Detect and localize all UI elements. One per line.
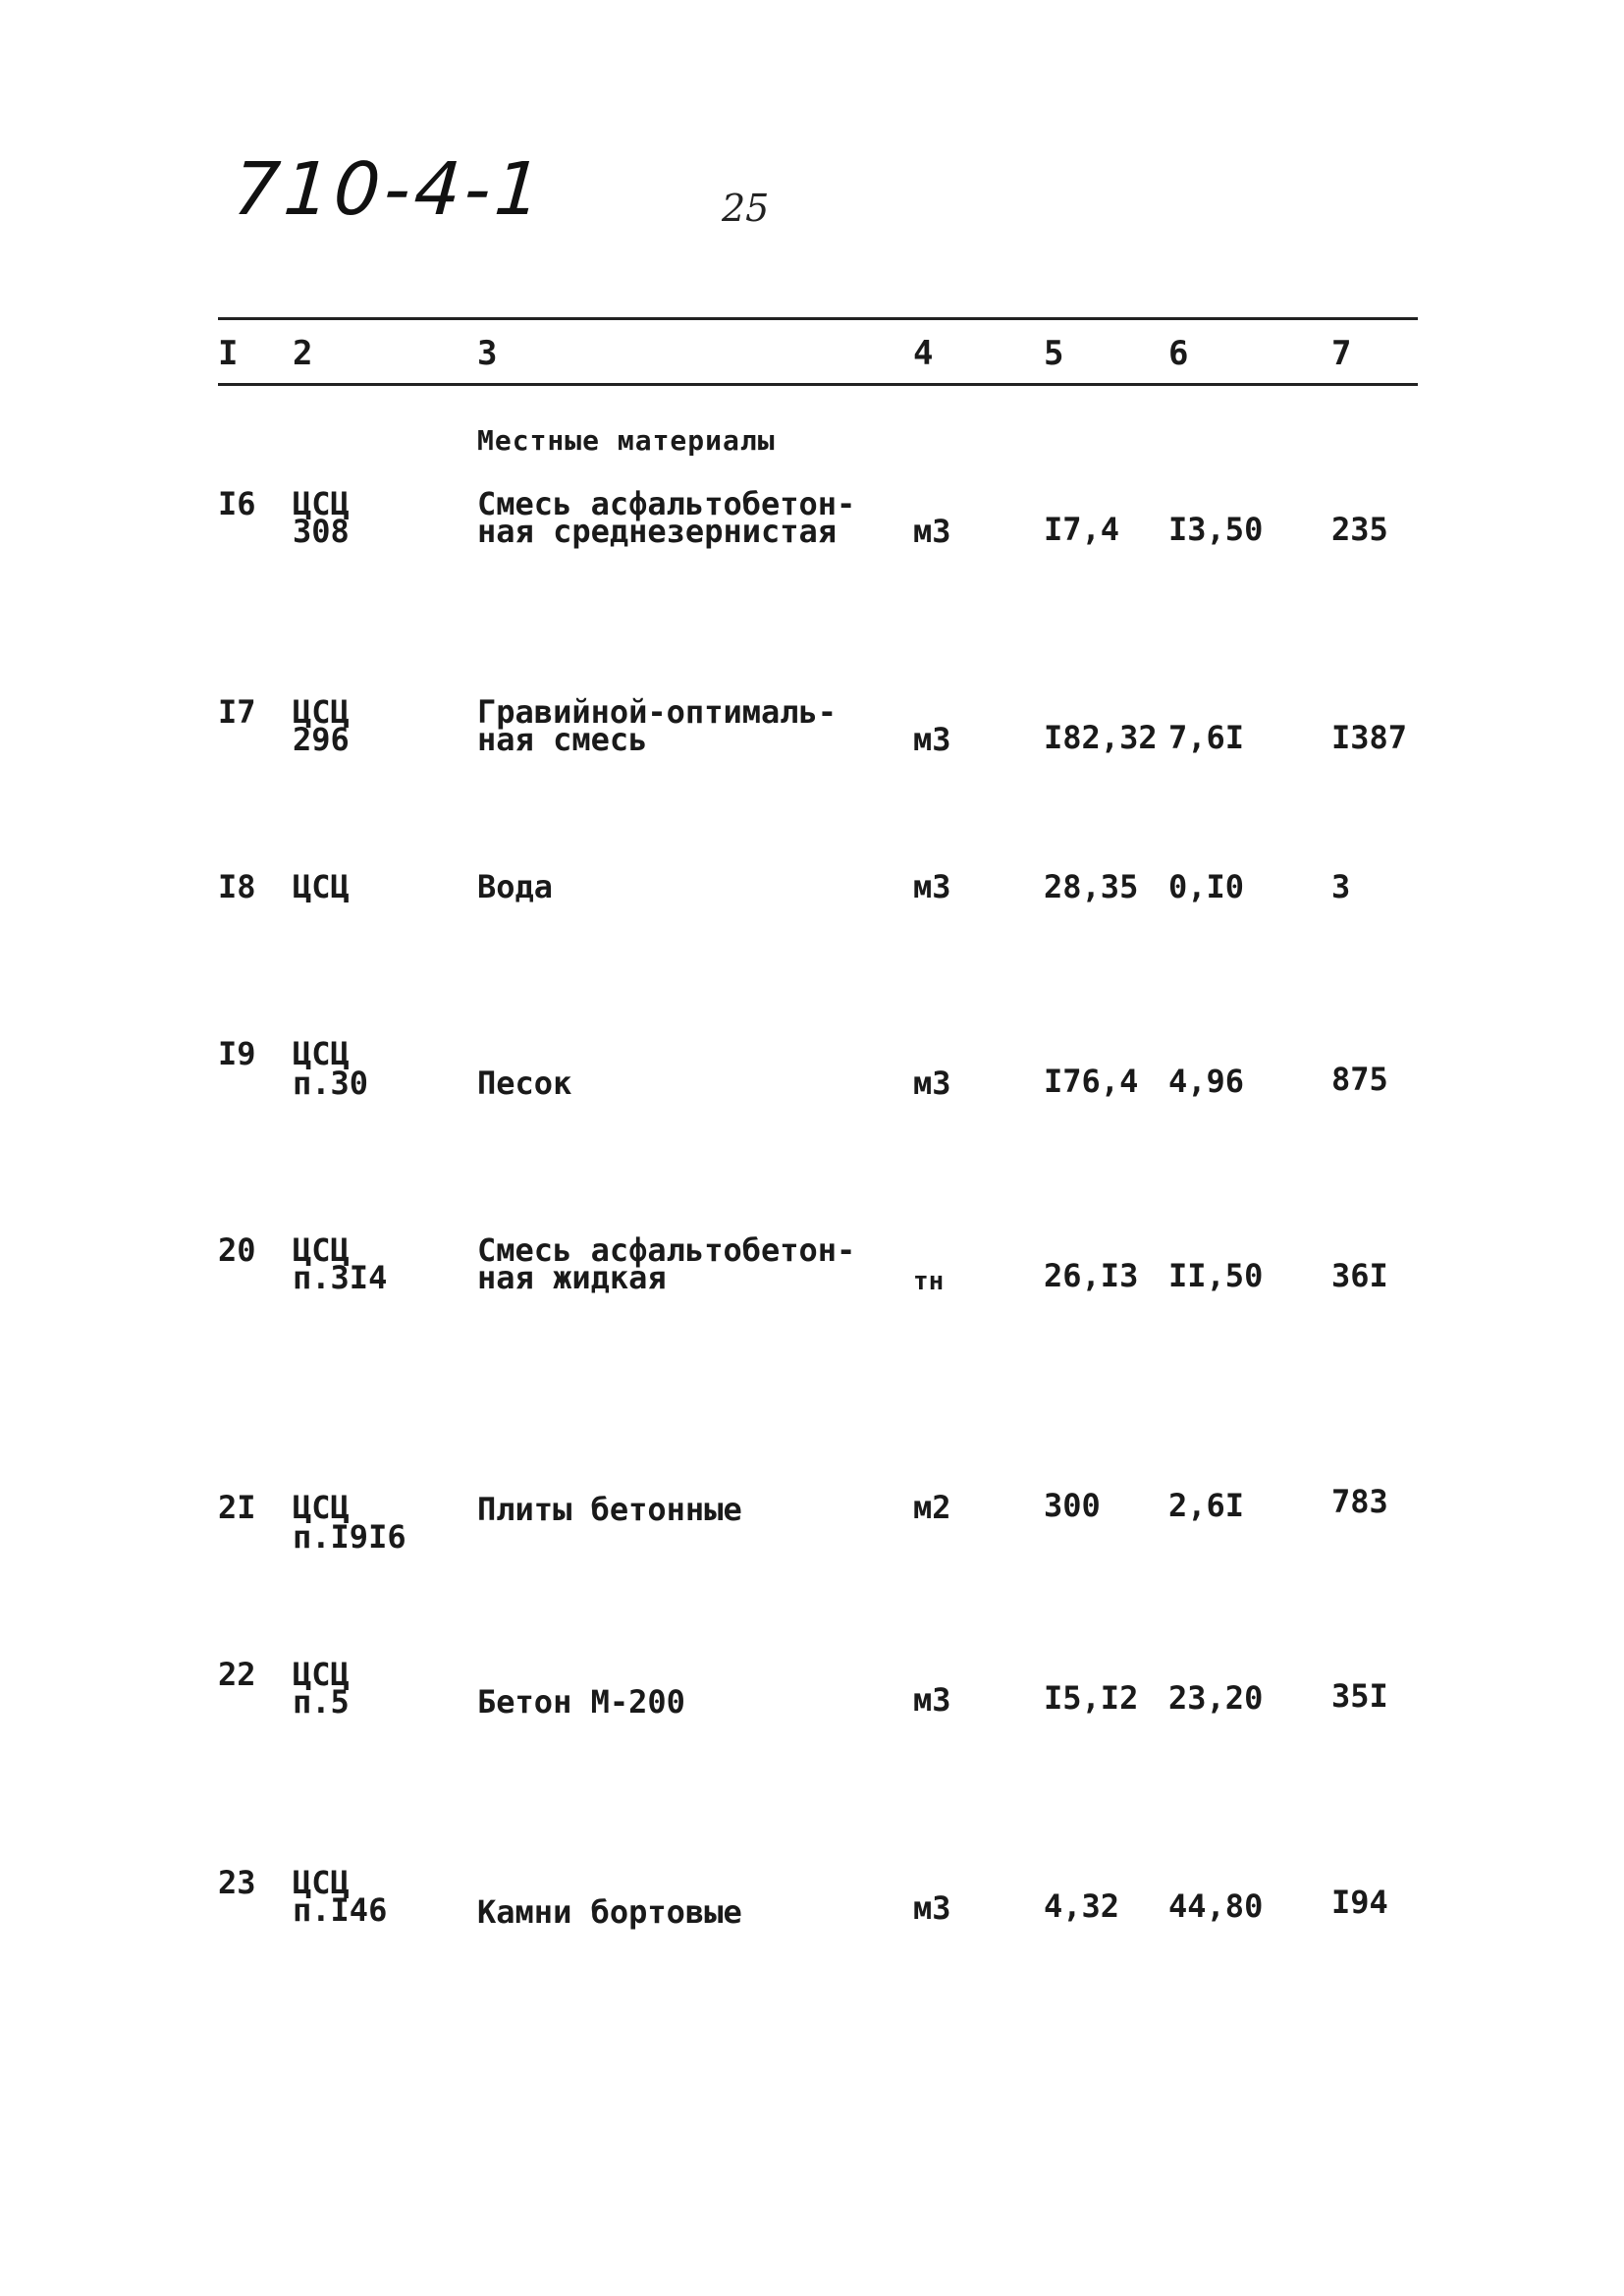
- row-unit: м3: [913, 721, 951, 758]
- page-number: 25: [722, 187, 770, 230]
- row-reference: ЦСЦ: [293, 1489, 350, 1526]
- row-name-line2: ная среднезернистая: [477, 513, 838, 550]
- row-unit: м2: [913, 1489, 951, 1526]
- row-quantity: I76,4: [1044, 1063, 1139, 1100]
- row-total: 875: [1331, 1061, 1388, 1098]
- row-reference: ЦСЦ: [293, 868, 350, 905]
- row-price: 23,20: [1168, 1679, 1264, 1717]
- row-quantity: I7,4: [1044, 511, 1120, 548]
- row-name-line2: Камни бортовые: [477, 1893, 742, 1931]
- row-quantity: 300: [1044, 1487, 1101, 1524]
- row-price: 7,6I: [1168, 719, 1245, 756]
- row-name-line2: Песок: [477, 1065, 572, 1102]
- row-number: I9: [218, 1035, 256, 1072]
- header-col-4: 4: [913, 334, 934, 373]
- row-quantity: I82,32: [1044, 719, 1158, 756]
- row-number: 23: [218, 1864, 256, 1901]
- row-reference: ЦСЦ: [293, 693, 350, 731]
- row-reference-number: п.5: [293, 1683, 350, 1721]
- row-reference-number: п.I46: [293, 1891, 388, 1929]
- row-quantity: 28,35: [1044, 868, 1139, 905]
- row-name-line1: Смесь асфальтобетон-: [477, 485, 856, 522]
- row-quantity: 26,I3: [1044, 1257, 1139, 1294]
- header-col-1: I: [218, 334, 239, 373]
- row-reference-number: п.I9I6: [293, 1518, 406, 1556]
- row-unit: м3: [913, 1065, 951, 1102]
- row-reference-number: 308: [293, 513, 350, 550]
- row-total: I94: [1331, 1884, 1388, 1921]
- table-top-rule: [218, 317, 1418, 320]
- row-name-line2: Бетон М-200: [477, 1683, 685, 1721]
- table-header-rule: [218, 383, 1418, 386]
- row-unit: тн: [913, 1267, 945, 1296]
- row-total: 3: [1331, 868, 1351, 905]
- row-unit: м3: [913, 868, 951, 905]
- row-number: 2I: [218, 1489, 256, 1526]
- header-col-2: 2: [293, 334, 313, 373]
- row-total: 783: [1331, 1483, 1388, 1520]
- row-number: I6: [218, 485, 256, 522]
- row-price: II,50: [1168, 1257, 1264, 1294]
- header-col-7: 7: [1331, 334, 1352, 373]
- header-col-3: 3: [477, 334, 498, 373]
- row-price: 44,80: [1168, 1887, 1264, 1925]
- row-reference: ЦСЦ: [293, 1864, 350, 1901]
- row-reference: ЦСЦ: [293, 1035, 350, 1072]
- row-reference: ЦСЦ: [293, 1656, 350, 1693]
- section-title: Местные материалы: [477, 424, 776, 457]
- row-reference: ЦСЦ: [293, 1231, 350, 1269]
- row-number: 22: [218, 1656, 256, 1693]
- row-reference-number: 296: [293, 721, 350, 758]
- row-unit: м3: [913, 1681, 951, 1719]
- row-number: 20: [218, 1231, 256, 1269]
- row-quantity: I5,I2: [1044, 1679, 1139, 1717]
- row-name-line1: Смесь асфальтобетон-: [477, 1231, 856, 1269]
- row-price: 4,96: [1168, 1063, 1245, 1100]
- row-number: I8: [218, 868, 256, 905]
- row-price: I3,50: [1168, 511, 1264, 548]
- document-code: 710-4-1: [230, 147, 548, 232]
- row-name-line1: Плиты бетонные: [477, 1491, 742, 1528]
- row-total: 36I: [1331, 1257, 1388, 1294]
- row-reference: ЦСЦ: [293, 485, 350, 522]
- row-price: 2,6I: [1168, 1487, 1245, 1524]
- row-total: 35I: [1331, 1677, 1388, 1715]
- row-unit: м3: [913, 1889, 951, 1927]
- row-total: 235: [1331, 511, 1388, 548]
- row-total: I387: [1331, 719, 1408, 756]
- row-name-line1: Гравийной-оптималь-: [477, 693, 838, 731]
- header-col-6: 6: [1168, 334, 1189, 373]
- row-reference-number: п.30: [293, 1065, 369, 1102]
- row-name-line2: ная смесь: [477, 721, 648, 758]
- row-name-line1: Вода: [477, 868, 554, 905]
- row-name-line2: ная жидкая: [477, 1259, 667, 1296]
- row-quantity: 4,32: [1044, 1887, 1120, 1925]
- row-price: 0,I0: [1168, 868, 1245, 905]
- row-reference-number: п.3I4: [293, 1259, 388, 1296]
- header-col-5: 5: [1044, 334, 1064, 373]
- row-unit: м3: [913, 513, 951, 550]
- row-number: I7: [218, 693, 256, 731]
